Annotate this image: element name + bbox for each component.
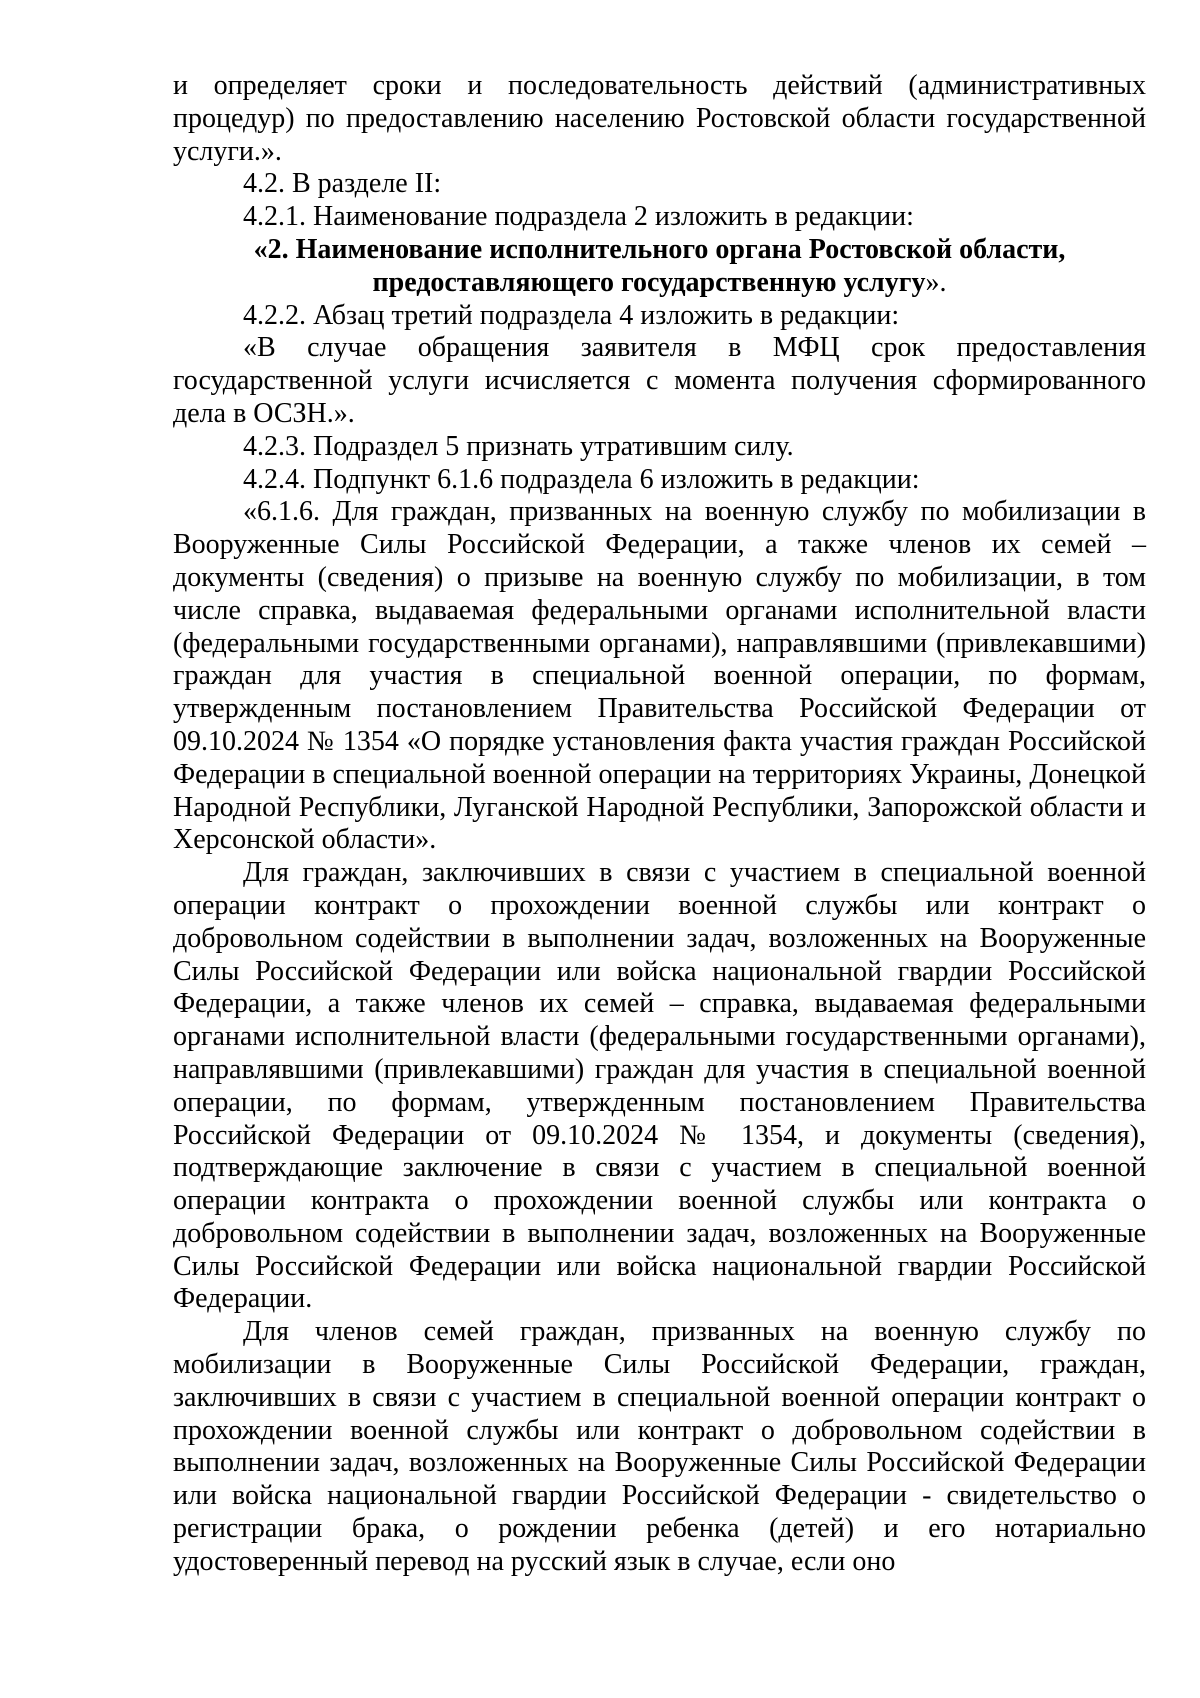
paragraph-quote-mfc: «В случае обращения заявителя в МФЦ срок предоставления государственной услуги исчисляется с момента получения сформированного дела в ОСЗН.». <box>173 332 1146 429</box>
document-body <box>173 70 1146 1579</box>
subsection-heading-bold: «2. Наименование исполнительного органа Ростовской области, предоставляющего государственную услугу <box>253 233 1066 298</box>
paragraph-intro: и определяет сроки и последовательность действий (административных процедур) по предоставлению населению Ростовской области государственной услуги.». <box>173 70 1146 167</box>
paragraph-4-2-2: 4.2.2. Абзац третий подраздела 4 изложить в редакции: <box>243 299 900 331</box>
paragraph-4-2-3: 4.2.3. Подраздел 5 признать утратившим силу. <box>243 430 794 462</box>
paragraph-contract: Для граждан, заключивших в связи с участием в специальной военной операции контракт о прохождении военной службы или контракт о добровольном содействии в выполнении задач, возложенных на Вооруженные Силы Российской Федерации или войска национальной гвардии Российской Федерации, а также членов их семей – справка, выдаваемая федеральными органами исполнительной власти (федеральными государственными органами), направлявшими (привлекавшими) граждан для участия в специальной военной операции, по формам, утвержденным постановлением Правительства Российской Федерации от 09.10.2024 № 1354, и документы (сведения), подтверждающие заключение в связи с участием в специальной военной операции контракта о прохождении военной службы или контракта о добровольном содействии в выполнении задач, возложенных на Вооруженные Силы Российской Федерации или войска национальной гвардии Российской Федерации. <box>173 857 1146 1315</box>
paragraph-4-2-4: 4.2.4. Подпункт 6.1.6 подраздела 6 изложить в редакции: <box>243 463 920 495</box>
subsection-heading-tail: ». <box>925 266 947 298</box>
subsection-heading <box>173 234 1146 300</box>
paragraph-6-1-6: «6.1.6. Для граждан, призванных на военную службу по мобилизации в Вооруженные Силы Российской Федерации, а также членов их семей – документы (сведения) о призыве на военную службу по мобилизации, в том числе справка, выдаваемая федеральными органами исполнительной власти (федеральными государственными органами), направлявшими (привлекавшими) граждан для участия в специальной военной операции, по формам, утвержденным постановлением Правительства Российской Федерации от 09.10.2024 № 1354 «О порядке установления факта участия граждан Российской Федерации в специальной военной операции на территориях Украины, Донецкой Народной Республики, Луганской Народной Республики, Запорожской области и Херсонской области». <box>173 496 1146 856</box>
paragraph-4-2-1: 4.2.1. Наименование подраздела 2 изложить в редакции: <box>243 201 914 233</box>
paragraph-family-members: Для членов семей граждан, призванных на военную службу по мобилизации в Вооруженные Силы Российской Федерации, граждан, заключивших в связи с участием в специальной военной операции контракт о прохождении военной службы или контракт о добровольном содействии в выполнении задач, возложенных на Вооруженные Силы Российской Федерации или войска национальной гвардии Российской Федерации - свидетельство о регистрации брака, о рождении ребенка (детей) и его нотариально удостоверенный перевод на русский язык в случае, если оно <box>173 1316 1146 1577</box>
paragraph-4-2: 4.2. В разделе II: <box>243 168 442 200</box>
